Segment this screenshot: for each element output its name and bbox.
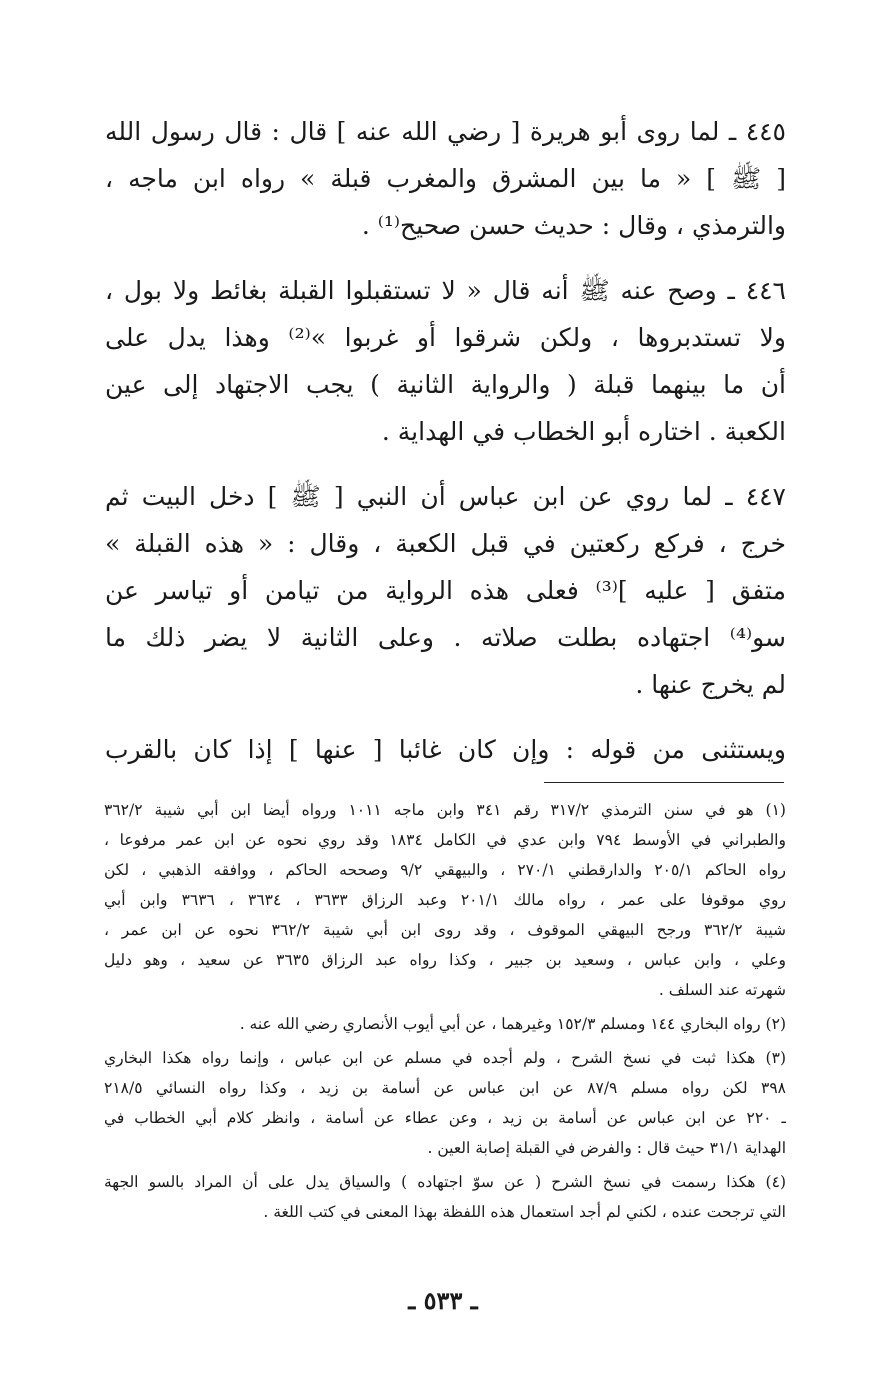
text-line: ٤٤٥ ـ لما روى أبو هريرة [ رضي الله عنه ] قال : قال رسول الله	[105, 117, 786, 146]
footnote-line: (١) هو في سنن الترمذي ٣١٧/٢ رقم ٣٤١ وابن ماجه ١٠١١ ورواه أيضا ابن أبي شيبة ٣٦٢/٢	[104, 801, 786, 819]
text-line: لم يخرج عنها .	[635, 670, 786, 699]
footnote-line: روي موقوفا على عمر ، رواه مالك ٢٠١/١ وعبد الرزاق ٣٦٣٣ ، ٣٦٣٤ ، ٣٦٣٦ وابن أبي	[104, 891, 786, 909]
footnote-line: رواه الحاكم ٢٠٥/١ والدارقطني ٢٧٠/١ ، والبيهقي ٩/٢ وصححه الحاكم ، ووافقه الذهبي ، لكن	[104, 861, 786, 879]
text-line: ولا تستدبروها ، ولكن شرقوا أو غربوا »⁽²⁾ وهذا يدل على	[105, 323, 786, 352]
continuation-paragraph	[105, 726, 786, 773]
footnote-line: (٤) هكذا رسمت في نسخ الشرح ( عن سوّ اجتهاده ) والسياق يدل على أن المراد بالسو الجهة	[104, 1173, 786, 1191]
text-line: [ ﷺ ] « ما بين المشرق والمغرب قبلة » رواه ابن ماجه ،	[105, 164, 786, 193]
footnote-line: التي ترجحت عنده ، لكني لم أجد استعمال هذه اللفظة بهذا المعنى في كتب اللغة .	[263, 1203, 786, 1221]
entry-447	[105, 473, 786, 708]
footnote-line: (٢) رواه البخاري ١٤٤ ومسلم ١٥٢/٣ وغيرهما ، عن أبي أيوب الأنصاري رضي الله عنه .	[239, 1015, 786, 1033]
text-line: ٤٤٧ ـ لما روي عن ابن عباس أن النبي [ ﷺ ] دخل البيت ثم	[105, 482, 786, 511]
page-number: ـ ٥٣٣ ـ	[408, 1286, 478, 1315]
footnote-separator	[544, 782, 784, 783]
text-line: أن ما بينهما قبلة ( والرواية الثانية ) يجب الاجتهاد إلى عين	[105, 370, 786, 399]
footnote-1	[104, 795, 786, 1005]
footnote-line: ٣٩٨ لكن رواه مسلم ٨٧/٩ عن ابن عباس عن أسامة بن زيد ، وكذا رواه النسائي ٢١٨/٥	[104, 1079, 786, 1097]
footnote-2	[104, 1009, 786, 1039]
footnote-line: ـ ٢٢٠ عن ابن عباس عن أسامة بن زيد ، وعن عطاء عن أسامة ، وانظر كلام أبي الخطاب في	[104, 1109, 786, 1127]
footnote-line: الهداية ٣١/١ حيث قال : والفرض في القبلة إصابة العين .	[427, 1139, 786, 1157]
entry-446	[105, 267, 786, 455]
footnote-line: شيبة ٣٦٢/٢ ورجح البيهقي الموقوف ، وقد روى ابن أبي شيبة ٣٦٢/٢ نحوه عن ابن عمر ،	[104, 921, 786, 939]
text-line: خرج ، فركع ركعتين في قبل الكعبة ، وقال : « هذه القبلة »	[105, 529, 786, 558]
text-line: الكعبة . اختاره أبو الخطاب في الهداية .	[381, 417, 786, 446]
footnote-4	[104, 1167, 786, 1227]
footnote-line: وعلي ، وابن عباس ، وسعيد بن جبير ، وكذا رواه عبد الرزاق ٣٦٣٥ عن سعيد ، وهو دليل	[104, 951, 786, 969]
main-text	[105, 108, 786, 781]
text-line: متفق [ عليه ]⁽³⁾ فعلى هذه الرواية من تيامن أو تياسر عن	[105, 576, 786, 605]
footnotes	[104, 795, 786, 1227]
text-line: ويستثنى من قوله : وإن كان غائبا [ عنها ] إذا كان بالقرب	[105, 735, 786, 764]
footnote-line: (٣) هكذا ثبت في نسخ الشرح ، ولم أجده في مسلم عن ابن عباس ، وإنما رواه هكذا البخاري	[104, 1049, 786, 1067]
footnote-line: شهرته عند السلف .	[658, 981, 786, 999]
footnote-3	[104, 1043, 786, 1163]
entry-445	[105, 108, 786, 249]
footnote-line: والطبراني في الأوسط ٧٩٤ وابن عدي في الكامل ١٨٣٤ وقد روي نحوه عن ابن عمر مرفوعا ،	[104, 831, 786, 849]
text-line: والترمذي ، وقال : حديث حسن صحيح⁽¹⁾ .	[361, 211, 786, 240]
text-line: سو⁽⁴⁾ اجتهاده بطلت صلاته . وعلى الثانية لا يضر ذلك ما	[105, 623, 786, 652]
text-line: ٤٤٦ ـ وصح عنه ﷺ أنه قال « لا تستقبلوا القبلة بغائط ولا بول ،	[105, 276, 786, 305]
